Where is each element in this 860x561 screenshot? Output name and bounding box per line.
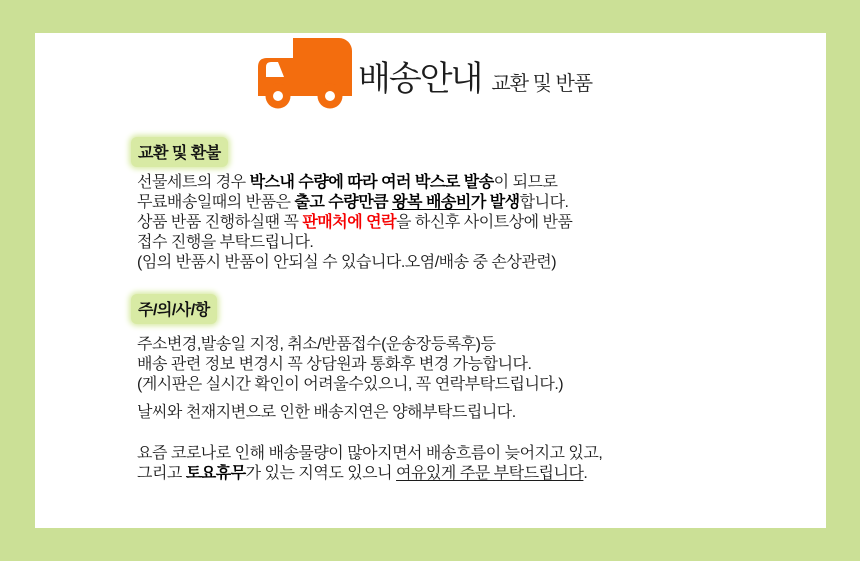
header [255, 38, 592, 110]
para-change-contact: 주소변경,발송일 지정, 취소/반품접수(운송장등록후)등 배송 관련 정보 변경시 꼭 상담원과 통화후 변경 가능합니다. (게시판은 실시간 확인이 어려울수있으니, 꼭 연락부탁드립니다.) [137, 336, 564, 393]
para-weather-delay: 날씨와 천재지변으로 인한 배송지연은 양해부탁드립니다. [137, 404, 516, 421]
section-precautions [131, 294, 217, 324]
para-covid-delay: 요즘 코로나로 인해 배송물량이 많아지면서 배송흐름이 늦어지고 있고, 그리고 토요휴무가 있는 지역도 있으니 여유있게 주문 부탁드립니다. [137, 445, 603, 482]
page-subtitle: 교환 및 반품 [491, 73, 593, 95]
section-exchange-refund [131, 137, 228, 167]
para-exchange-policy: 선물세트의 경우 박스내 수량에 따라 여러 박스로 발송이 되므로 무료배송일때의 반품은 출고 수량만큼 왕복 배송비가 발생합니다. 상품 반품 진행하실땐 꼭 판매처에 연락을 하신후 사이트상에 반품 접수 진행을 부탁드립니다. (임의 반품시 반품이 안되실 수 있습니다.오염/배송 중 손상관련) [137, 174, 573, 271]
page-title: 배송안내 [358, 60, 482, 98]
section-heading-precautions: 주/의/사/항 [131, 294, 217, 324]
content-panel [35, 33, 826, 528]
section-heading-exchange-refund: 교환 및 환불 [131, 137, 228, 167]
delivery-truck-icon [255, 38, 352, 110]
